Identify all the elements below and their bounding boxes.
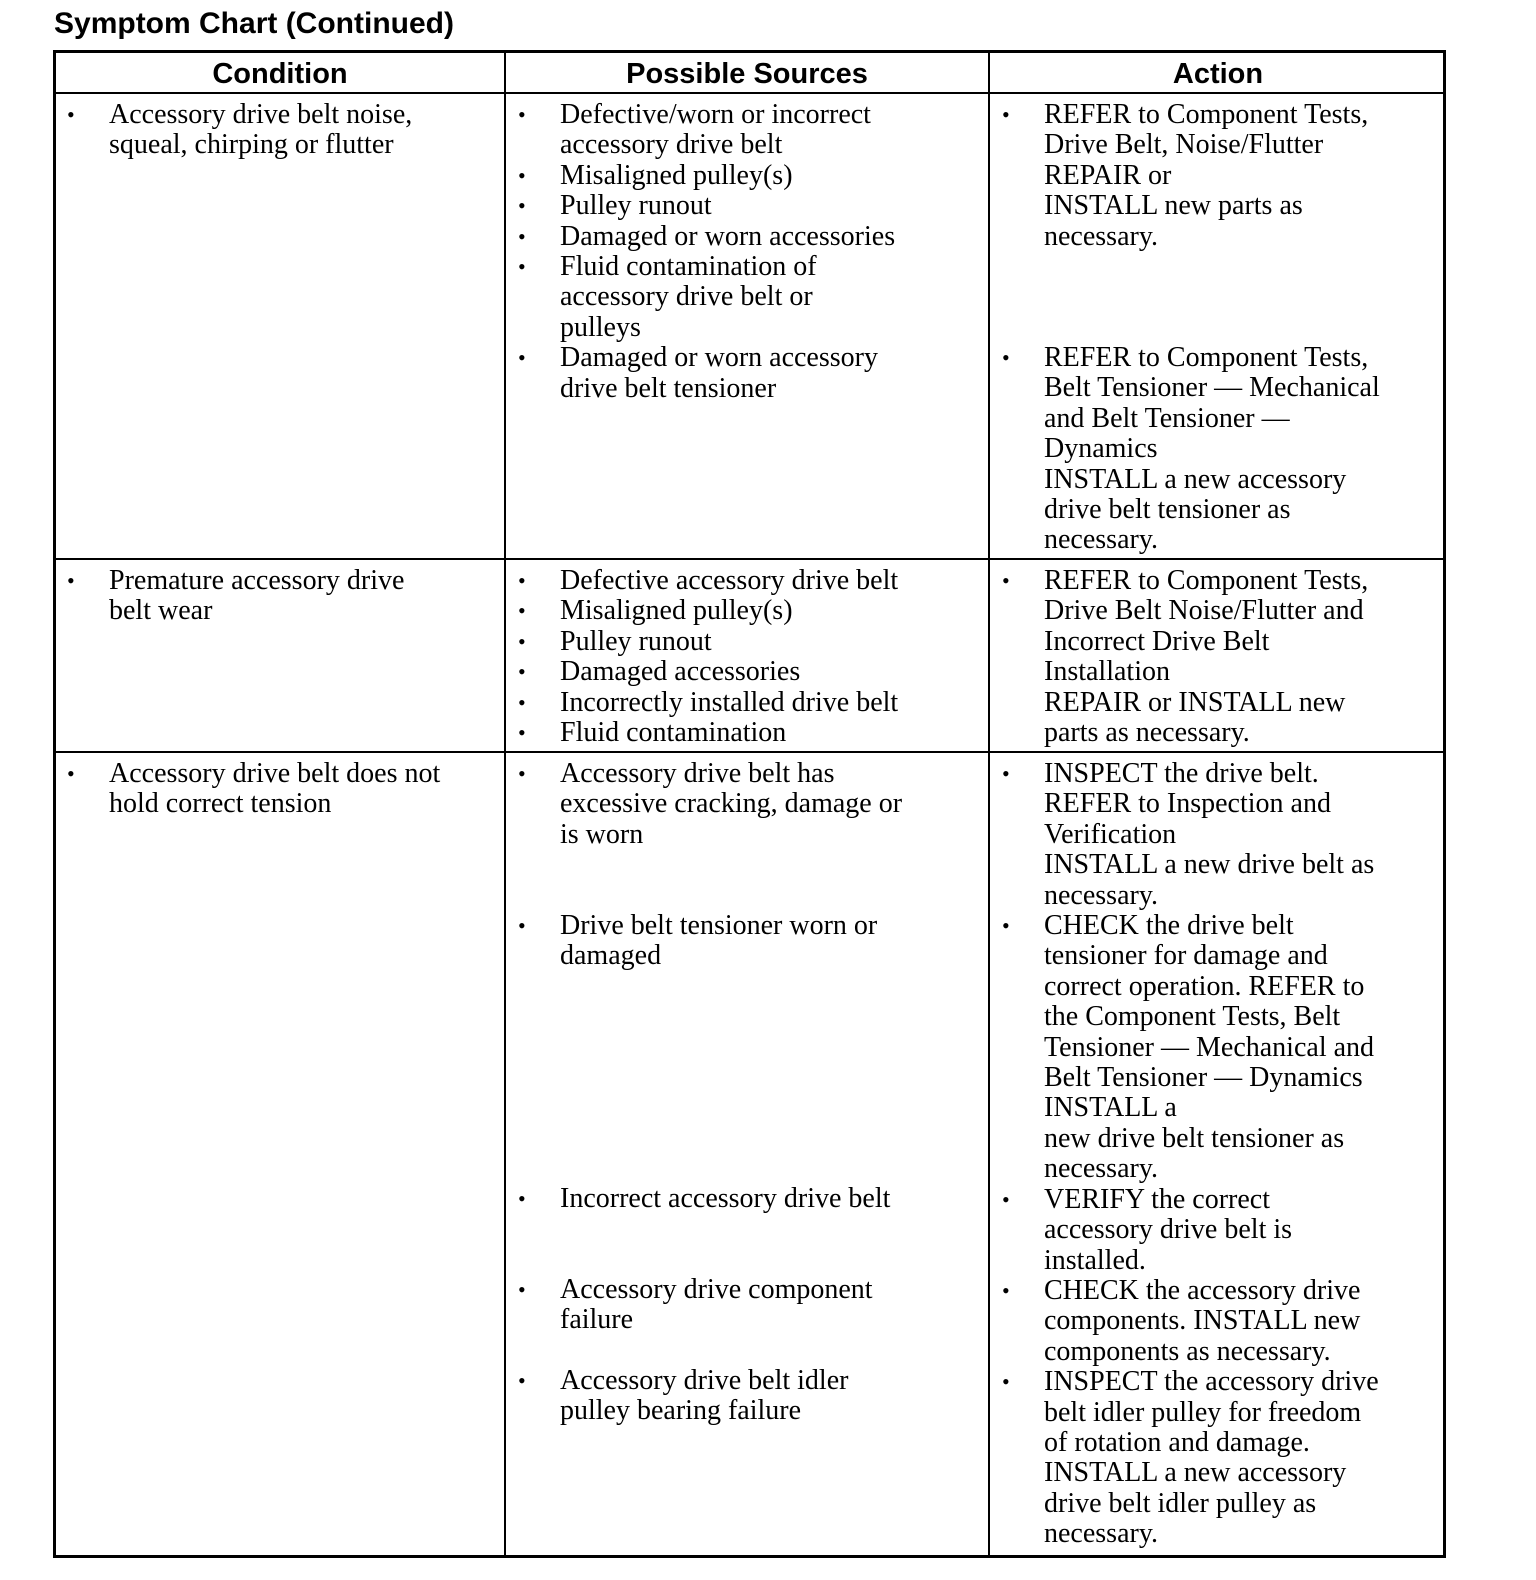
row-3-condition-cell <box>56 759 504 820</box>
action-item: • CHECK the accessory drive components. INSTALL new components as necessary. <box>1002 1274 1361 1367</box>
row-1-sources-cell <box>507 100 988 404</box>
row-divider <box>56 558 1443 560</box>
action-item: • REFER to Component Tests, Drive Belt Noise/Flutter and Incorrect Drive Belt Installation REPAIR or INSTALL new parts as necessary. <box>1002 565 1369 749</box>
row-3-sources-cell <box>507 759 988 1549</box>
row-divider <box>56 751 1443 753</box>
action-item: • REFER to Component Tests, Belt Tensioner — Mechanical and Belt Tensioner — Dynamics INSTALL a new accessory drive belt tensioner as necessary. <box>1002 342 1380 556</box>
row-2-action-cell <box>991 566 1446 748</box>
action-item: • REFER to Component Tests, Drive Belt, Noise/Flutter REPAIR or INSTALL new parts as necessary. <box>1002 99 1369 252</box>
source-item: • Damaged or worn accessories <box>518 220 896 252</box>
row-3-action-cell <box>991 759 1446 1550</box>
condition-item: • Accessory drive belt does not hold correct tension <box>67 758 441 820</box>
header-possible-sources: Possible Sources <box>626 58 868 90</box>
page-title: Symptom Chart (Continued) <box>54 7 454 40</box>
column-divider <box>504 53 506 1555</box>
source-item: • Drive belt tensioner worn or damaged <box>518 910 878 972</box>
symptom-chart-table <box>53 50 1446 1558</box>
source-item: • Incorrectly installed drive belt <box>518 686 899 718</box>
action-item: • INSPECT the accessory drive belt idler pulley for freedom of rotation and damage. INSTALL a new accessory drive belt idler pulley as necessary. <box>1002 1366 1379 1550</box>
source-item: • Accessory drive belt idler pulley bearing failure <box>518 1365 849 1427</box>
source-item: • Accessory drive component failure <box>518 1274 873 1336</box>
source-item: • Pulley runout <box>518 625 712 657</box>
source-item: • Defective/worn or incorrect accessory drive belt <box>518 99 871 161</box>
source-item: • Misaligned pulley(s) <box>518 595 793 627</box>
source-item: • Fluid contamination of accessory drive belt or pulleys <box>518 251 817 343</box>
header-action: Action <box>1172 58 1264 90</box>
source-item: • Incorrect accessory drive belt <box>518 1183 891 1214</box>
condition-item: • Premature accessory drive belt wear <box>67 565 405 627</box>
source-item: • Pulley runout <box>518 190 712 222</box>
source-item: • Damaged accessories <box>518 656 801 688</box>
action-item: • VERIFY the correct accessory drive belt is installed. <box>1002 1183 1293 1276</box>
source-item: • Defective accessory drive belt <box>518 565 899 596</box>
source-item: • Damaged or worn accessory drive belt tensioner <box>518 342 878 404</box>
action-item: • INSPECT the drive belt. REFER to Inspection and Verification INSTALL a new drive belt as necessary. <box>1002 758 1375 911</box>
source-item: • Misaligned pulley(s) <box>518 159 793 191</box>
header-condition: Condition <box>212 58 348 90</box>
row-1-condition-cell <box>56 100 504 161</box>
source-item: • Accessory drive belt has excessive cracking, damage or is worn <box>518 758 903 850</box>
row-2-condition-cell <box>56 566 504 627</box>
row-2-sources-cell <box>507 566 988 748</box>
action-item: • CHECK the drive belt tensioner for damage and correct operation. REFER to the Component Tests, Belt Tensioner — Mechanical and Belt Tensioner — Dynamics INSTALL a new drive belt tensioner as necessary. <box>1002 910 1375 1185</box>
source-item: • Fluid contamination <box>518 717 787 749</box>
column-divider <box>988 53 990 1555</box>
condition-item: • Accessory drive belt noise, squeal, chirping or flutter <box>67 99 413 161</box>
